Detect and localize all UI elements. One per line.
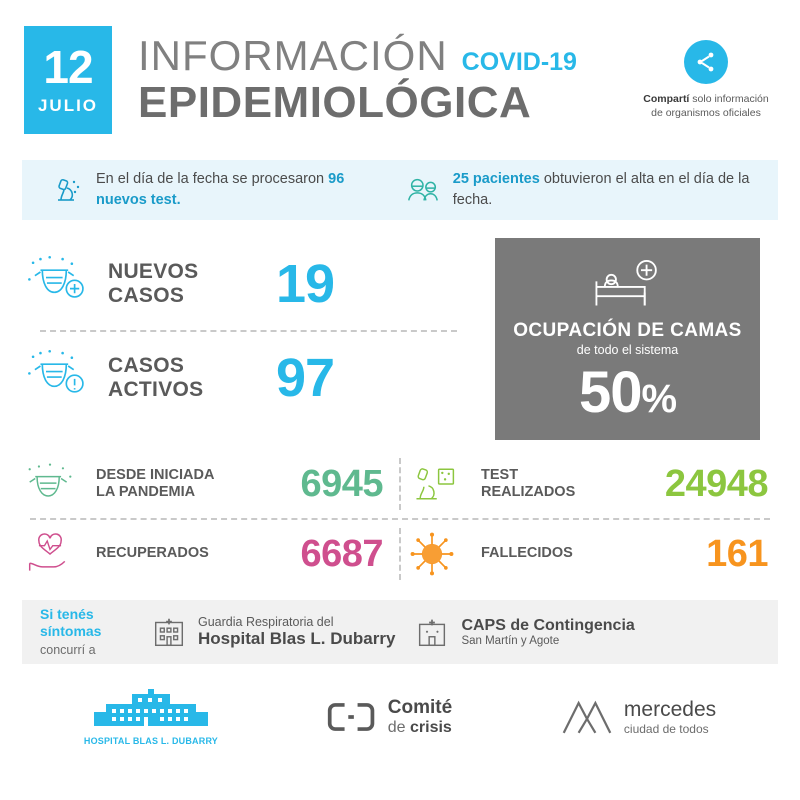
comite-logo-line1: Comité [387,697,453,718]
heart-hand-icon [22,530,96,578]
mercedes-logo-line2: ciudad de todos [623,722,709,736]
facility-caps-text [461,617,634,647]
sintomas-bold: Si tenés síntomas [40,605,102,640]
metric-casos-activos-value: 97 [276,348,335,408]
strip-text-tests [96,169,379,211]
metric-test-realizados [407,460,778,508]
strip-text-tests-bold: 96 nuevos test. [96,170,345,208]
beds-occupancy-card [495,238,760,440]
metric-nuevos-casos-value: 19 [276,254,335,314]
metric-test-realizados-value: 24948 [664,462,768,505]
secondary-metrics [0,440,800,588]
facility-hospital [150,613,395,651]
strip-item-tests [22,169,379,211]
comite-logo-line2-pre: de [387,719,411,736]
metric-fallecidos-value: 161 [706,532,768,575]
hospital-bed-icon [589,256,667,316]
beds-value-number: 50 [578,360,642,425]
secondary-row-1 [22,450,778,518]
beds-title: OCUPACIÓN DE CAMAS [513,320,742,341]
page-title-line1: INFORMACIÓN [138,32,448,79]
date-day: 12 [43,41,93,93]
facility-hospital-top: Guardia Respiratoria del [198,615,334,629]
metric-test-realizados-label: TEST REALIZADOS [481,466,576,500]
share-block[interactable] [636,22,776,120]
title-block [138,22,636,128]
virus-icon [407,530,481,578]
mercedes-logo-line1: mercedes [623,698,717,721]
metric-recuperados-value: 6687 [300,532,383,575]
lab-test-icon [407,460,481,508]
beds-value [579,359,676,426]
strip-item-discharges [379,169,778,211]
sintomas-label [40,606,132,659]
divider-vertical-2 [399,528,401,580]
metric-nuevos-casos [22,238,477,330]
comite-logo-line2-bold: crisis [410,719,452,736]
main-metrics [0,220,800,440]
metric-casos-activos [22,332,477,424]
metric-desde-iniciada-label: DESDE INICIADA LA PANDEMIA [96,466,214,500]
share-icon[interactable] [684,40,728,84]
summary-strip [22,160,778,220]
clinic-building-icon [413,613,451,651]
beds-value-unit: % [641,377,677,421]
metric-desde-iniciada [22,460,393,508]
strip-text-tests-pre: En el día de la fecha se procesaron [96,170,329,187]
masked-face-icon [22,460,96,508]
metric-recuperados [22,530,393,578]
strip-text-discharges [453,169,778,211]
masked-person-alert-icon [22,345,108,411]
comite-de-crisis-logo [326,697,452,737]
facility-caps-address: San Martín y Agote [461,635,560,647]
strip-text-discharges-post: obtuvieron el alta en el día de la fecha. [452,170,750,208]
beds-subtitle: de todo el sistema [576,343,679,357]
hospital-building-icon [150,613,188,651]
logo-bar [0,664,800,756]
main-left-column [22,238,477,440]
metric-fallecidos [407,530,778,578]
date-month: JULIO [37,96,99,115]
secondary-row-2 [22,520,778,588]
comite-logo-line2 [388,719,452,737]
date-badge [24,26,112,134]
hospital-blas-dubarry-logo [84,688,218,746]
metric-recuperados-label: RECUPERADOS [96,545,209,562]
share-note [636,92,776,120]
sintomas-small: concurrí a [40,642,96,657]
metric-casos-activos-label: CASOS ACTIVOS [108,353,204,401]
header [0,0,800,160]
masked-person-plus-icon [22,251,108,317]
facility-caps [413,613,634,651]
divider-vertical-1 [399,458,401,510]
page-title-line2: EPIDEMIOLÓGICA [138,78,532,127]
mercedes-ciudad-de-todos-logo [560,697,716,737]
facility-hospital-text [198,615,395,649]
metric-desde-iniciada-value: 6945 [300,462,383,505]
facility-caps-name: CAPS de Contingencia [461,617,635,634]
metric-nuevos-casos-label: NUEVOS CASOS [108,259,199,307]
share-note-bold: Compartí [643,93,690,105]
page-title-badge: COVID-19 [461,48,577,76]
hospital-logo-caption: HOSPITAL BLAS L. DUBARRY [83,736,219,746]
strip-text-discharges-bold: 25 pacientes [452,170,540,187]
share-note-rest: solo información de organismos oficiales [651,93,769,120]
microscope-icon [48,173,84,207]
facility-hospital-name: Hospital Blas L. Dubarry [198,629,396,648]
where-to-go-bar [22,600,778,664]
patients-icon [405,175,441,205]
metric-fallecidos-label: FALLECIDOS [481,545,573,562]
